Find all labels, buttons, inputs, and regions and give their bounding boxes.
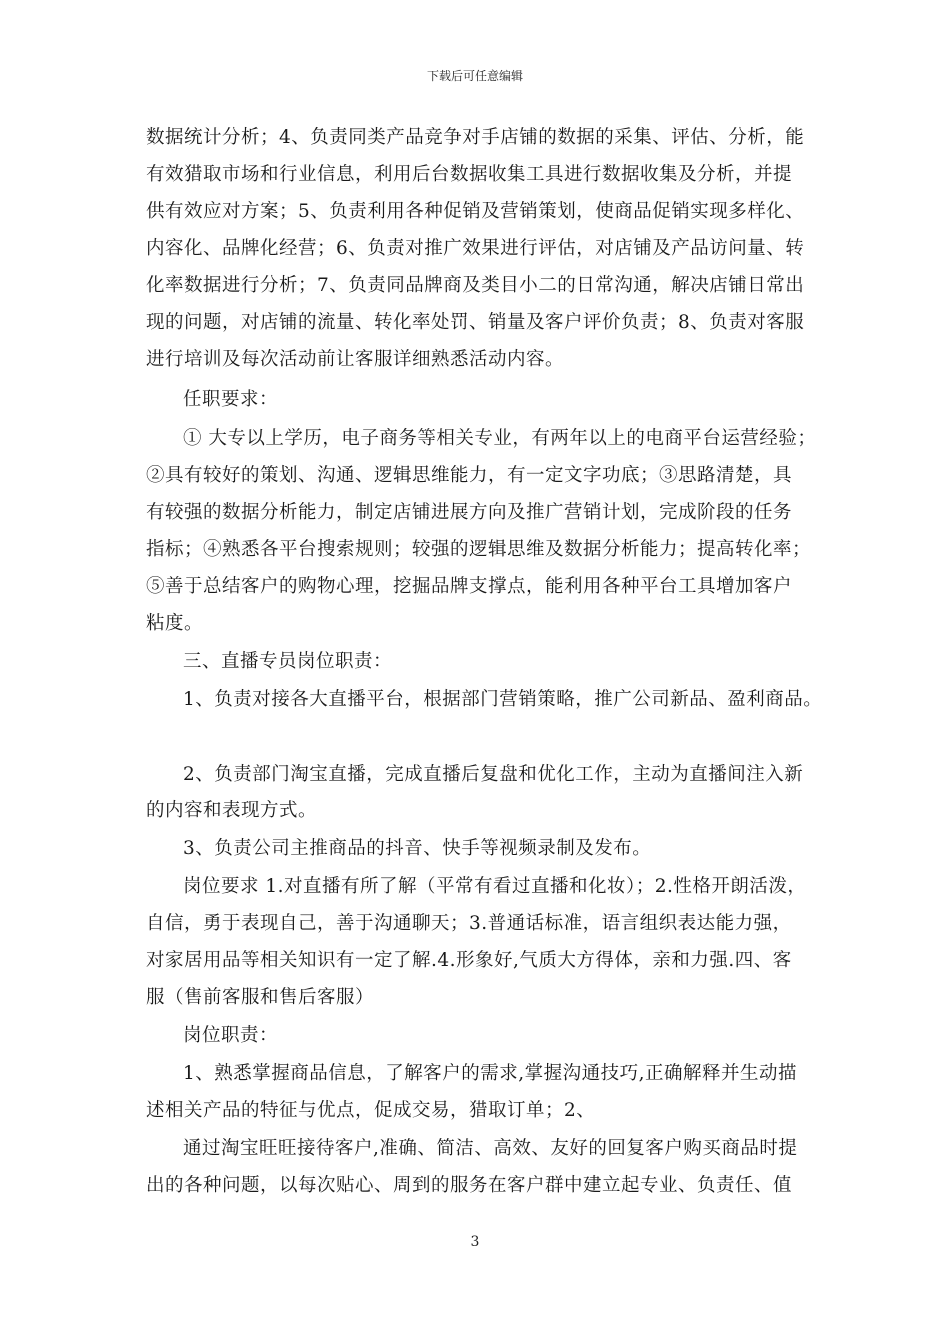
body-line: 有较强的数据分析能力，制定店铺进展方向及推广营销计划，完成阶段的任务 [146, 502, 793, 523]
body-line: 岗位要求 1.对直播有所了解（平常有看过直播和化妆）；2.性格开朗活泼， [183, 876, 807, 897]
body-line: 进行培训及每次活动前让客服详细熟悉活动内容。 [146, 349, 565, 370]
body-line: 2、负责部门淘宝直播，完成直播后复盘和优化工作，主动为直播间注入新 [183, 764, 804, 785]
body-line: 1、负责对接各大直播平台，根据部门营销策略，推广公司新品、盈利商品。 [183, 689, 823, 710]
body-line: 有效猎取市场和行业信息，利用后台数据收集工具进行数据收集及分析，并提 [146, 164, 793, 185]
body-line: 的内容和表现方式。 [146, 800, 318, 821]
section-heading-duties: 岗位职责： [183, 1025, 279, 1046]
body-line: 粘度。 [146, 613, 204, 634]
body-line: 3、负责公司主推商品的抖音、快手等视频录制及发布。 [183, 838, 652, 859]
body-line: 通过淘宝旺旺接待客户,准确、简洁、高效、友好的回复客户购买商品时提 [183, 1138, 798, 1159]
section-heading-requirements: 任职要求： [183, 389, 279, 410]
body-line: ⑤善于总结客户的购物心理，挖掘品牌支撑点，能利用各种平台工具增加客户 [146, 576, 793, 597]
body-line: 述相关产品的特征与优点，促成交易，猎取订单；2、 [146, 1100, 596, 1121]
body-line: 服（售前客服和售后客服） [146, 987, 375, 1008]
body-line: 化率数据进行分析；7、负责同品牌商及类目小二的日常沟通，解决店铺日常出 [146, 275, 805, 296]
body-line: 供有效应对方案；5、负责利用各种促销及营销策划，使商品促销实现多样化、 [146, 201, 805, 222]
body-line: 现的问题，对店铺的流量、转化率处罚、销量及客户评价负责；8、负责对客服 [146, 312, 805, 333]
page-number: 3 [470, 1234, 480, 1250]
body-line: ②具有较好的策划、沟通、逻辑思维能力，有一定文字功底；③思路清楚，具 [146, 465, 793, 486]
body-line: 出的各种问题，以每次贴心、周到的服务在客户群中建立起专业、负责任、值 [146, 1175, 793, 1196]
body-line: 自信，勇于表现自己，善于沟通聊天；3.普通话标准，语言组织表达能力强， [146, 913, 792, 934]
body-line: 对家居用品等相关知识有一定了解.4.形象好,气质大方得体，亲和力强.四、客 [146, 950, 792, 971]
section-heading-live-stream: 三、直播专员岗位职责： [183, 651, 393, 672]
body-line: ① 大专以上学历，电子商务等相关专业，有两年以上的电商平台运营经验； [183, 428, 817, 449]
body-line: 1、熟悉掌握商品信息，了解客户的需求,掌握沟通技巧,正确解释并生动描 [183, 1063, 798, 1084]
body-line: 数据统计分析；4、负责同类产品竞争对手店铺的数据的采集、评估、分析，能 [146, 127, 805, 148]
body-line: 指标；④熟悉各平台搜索规则；较强的逻辑思维及数据分析能力；提高转化率； [146, 539, 812, 560]
body-line: 内容化、品牌化经营；6、负责对推广效果进行评估，对店铺及产品访问量、转 [146, 238, 805, 259]
page-header: 下载后可任意编辑 [426, 69, 523, 83]
